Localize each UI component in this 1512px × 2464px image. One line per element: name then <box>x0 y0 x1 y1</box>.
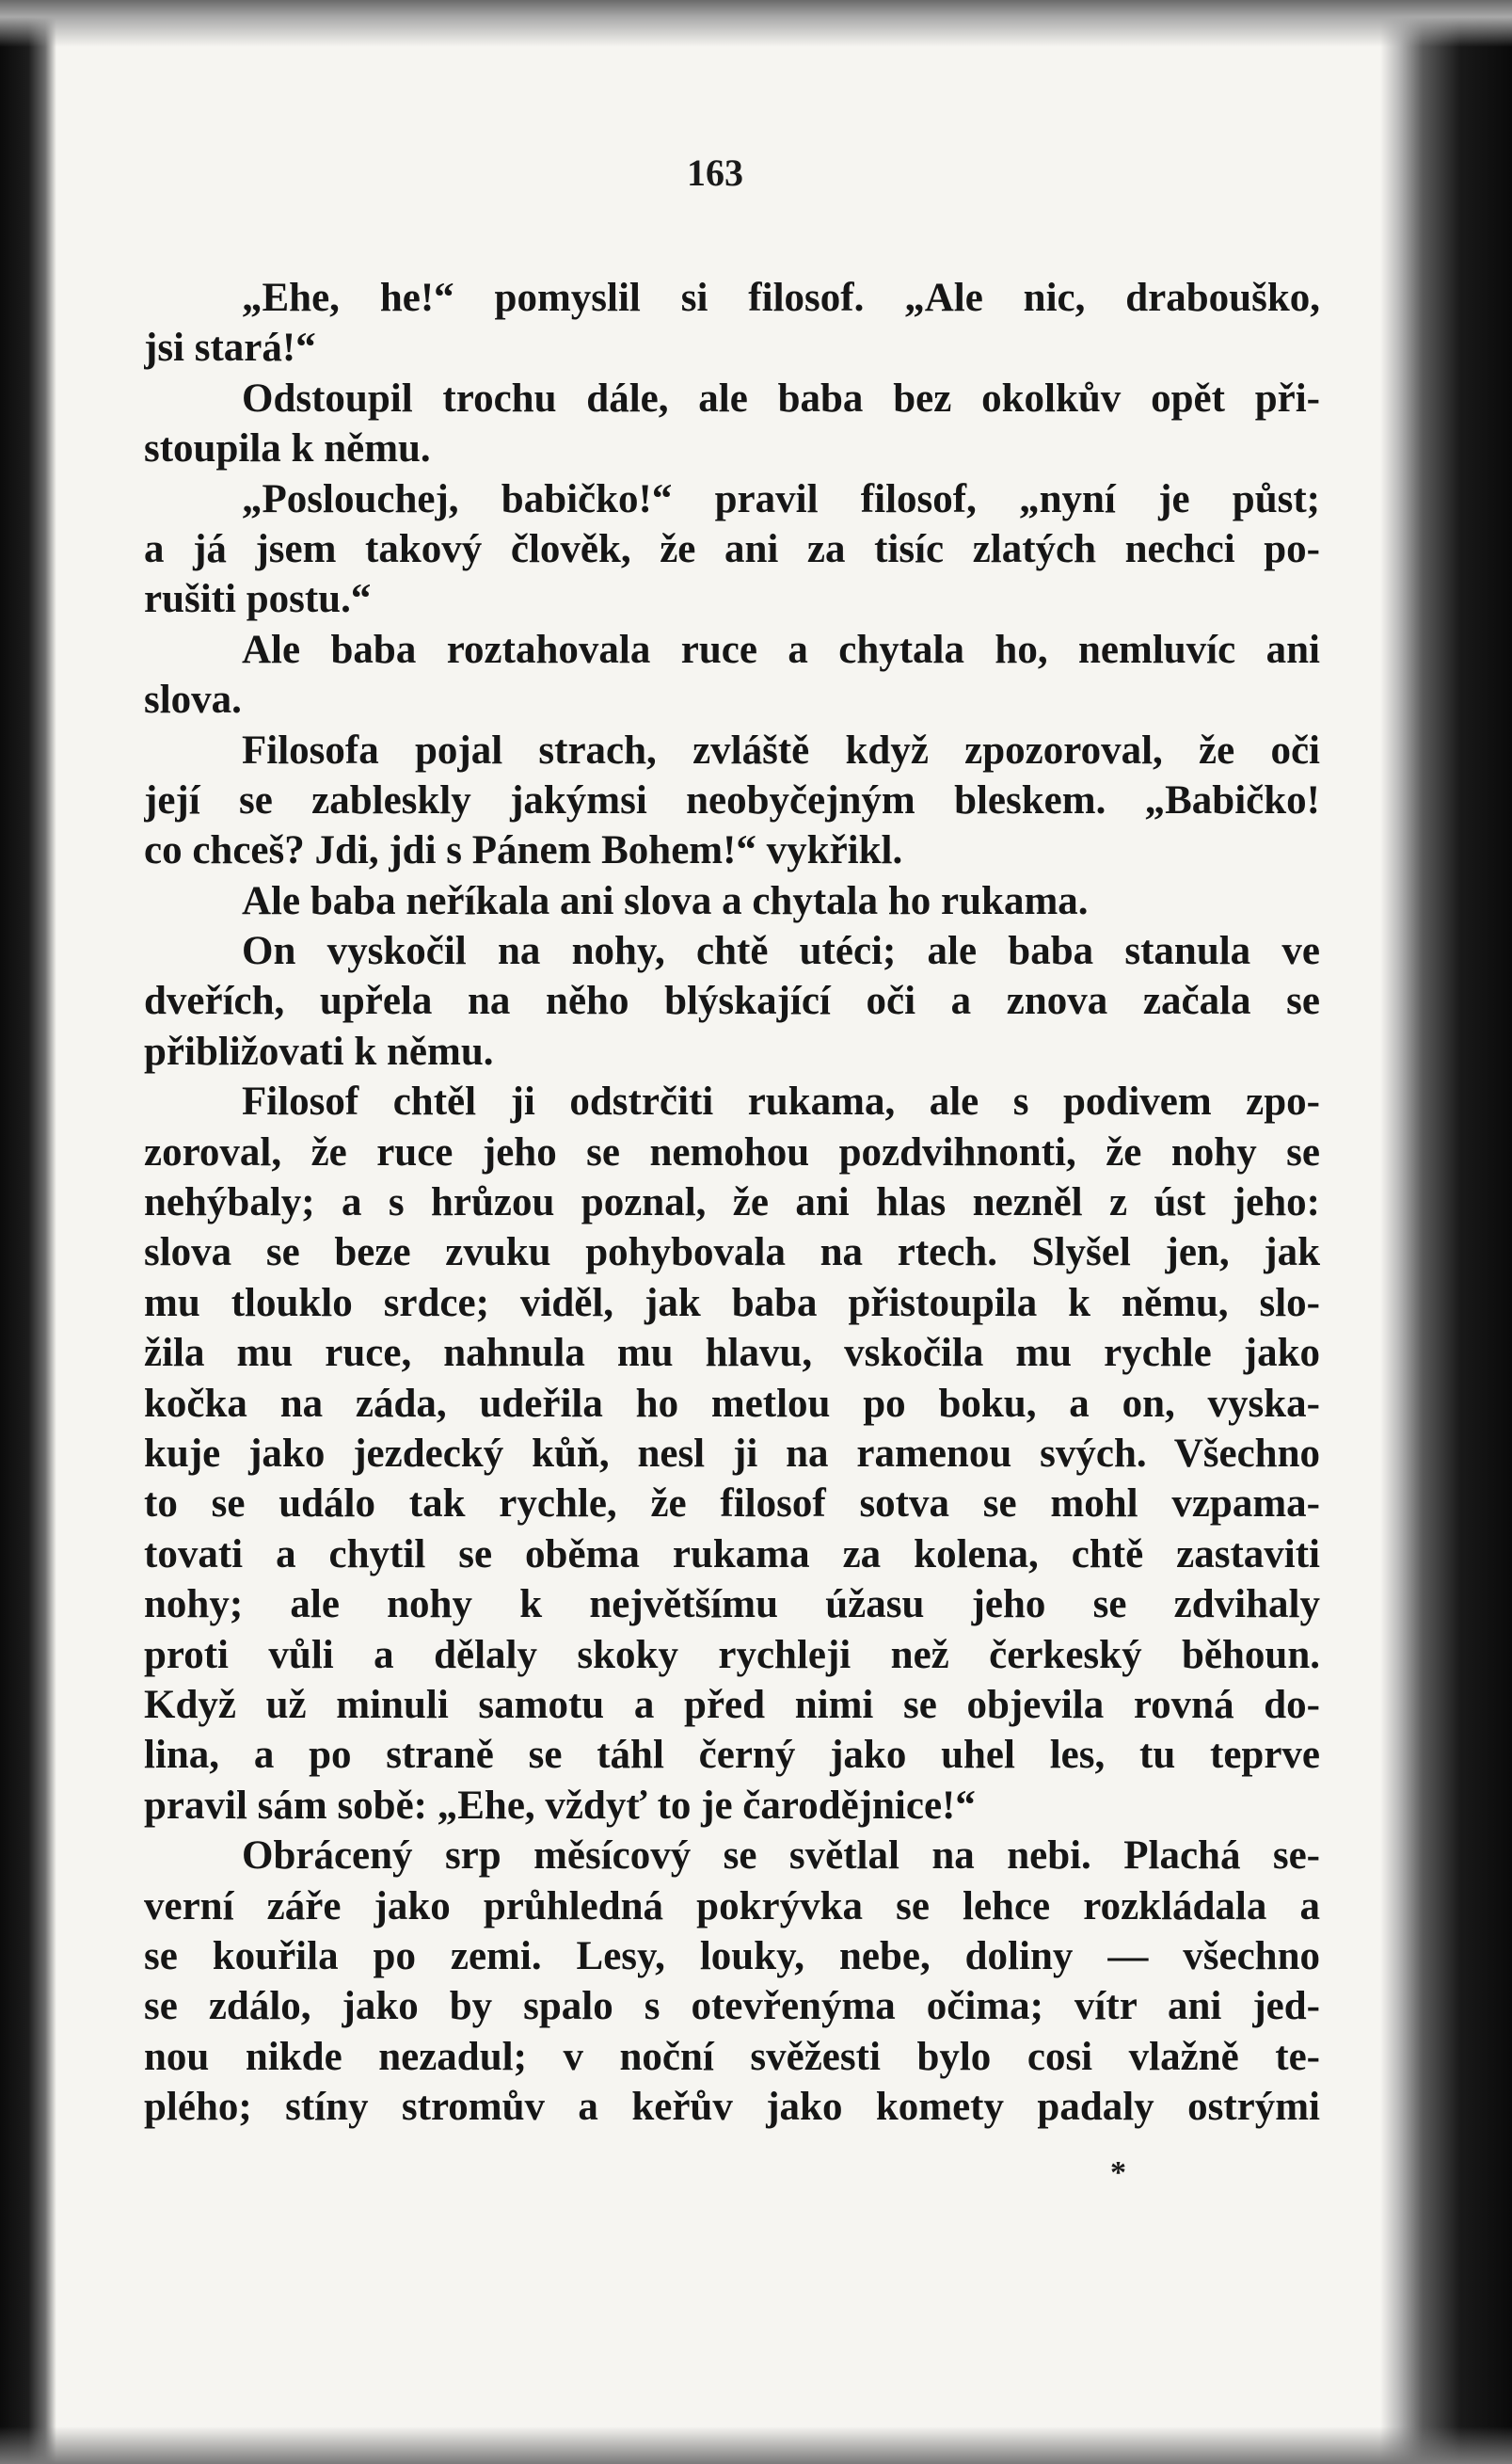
text-line: Obrácený srp měsícový se světlal na nebi. Plachá se- <box>242 1833 1320 1879</box>
text-line: jsi stará!“ <box>144 326 316 371</box>
text-line: slova se beze zvuku pohybovala na rtech. Slyšel jen, jak <box>144 1230 1320 1275</box>
text-line: nohy; ale nohy k největšímu úžasu jeho se zdvihaly <box>144 1582 1320 1627</box>
text-line: a já jsem takový člověk, že ani za tisíc zlatých nechci po- <box>144 526 1320 571</box>
scan-edge-right <box>1380 0 1512 2464</box>
text-line: kuje jako jezdecký kůň, nesl ji na ramenou svých. Všechno <box>144 1431 1320 1476</box>
text-line: Filosofa pojal strach, zvláště když zpozoroval, že oči <box>242 728 1320 773</box>
text-line: stoupila k němu. <box>144 426 431 472</box>
text-line: tovati a chytil se oběma rukama za kolena, chtě zastaviti <box>144 1531 1320 1576</box>
text-line: On vyskočil na nohy, chtě utéci; ale baba stanula ve <box>242 929 1320 974</box>
text-line: to se událo tak rychle, že filosof sotva se mohl vzpama- <box>144 1481 1320 1527</box>
text-line: kočka na záda, udeřila ho metlou po boku, a on, vyska- <box>144 1381 1320 1426</box>
text-line: co chceš? Jdi, jdi s Pánem Bohem!“ vykřikl. <box>144 828 903 873</box>
text-line: rušiti postu.“ <box>144 577 372 622</box>
text-line: nou nikde nezadul; v noční svěžesti bylo cosi vlažně te- <box>144 2034 1320 2079</box>
scan-edge-top <box>0 0 1512 47</box>
text-line: verní záře jako průhledná pokrývka se lehce rozkládala a <box>144 1883 1320 1928</box>
page-number: 163 <box>687 152 743 194</box>
text-line: její se zableskly jakýmsi neobyčejným bleskem. „Babičko! <box>144 777 1320 823</box>
text-line: lina, a po straně se táhl černý jako uhel les, tu teprve <box>144 1733 1320 1778</box>
text-line: Filosof chtěl ji odstrčiti rukama, ale s podivem zpo- <box>242 1080 1320 1125</box>
text-line: „Poslouchej, babičko!“ pravil filosof, „nyní je půst; <box>242 476 1320 521</box>
text-line: mu tlouklo srdce; viděl, jak baba přistoupila k němu, slo- <box>144 1280 1320 1325</box>
text-line: se kouřila po zemi. Lesy, louky, nebe, doliny — všechno <box>144 1933 1320 1978</box>
text-line: zoroval, že ruce jeho se nemohou pozdvihnonti, že nohy se <box>144 1129 1320 1175</box>
text-line: pravil sám sobě: „Ehe, vždyť to je čarodějnice!“ <box>144 1783 976 1828</box>
signature-mark: * <box>1110 2155 1126 2190</box>
text-line: Odstoupil trochu dále, ale baba bez okolkův opět při- <box>242 376 1320 421</box>
text-line: dveřích, upřela na něho blýskající oči a znova začala se <box>144 979 1320 1024</box>
text-line: plého; stíny stromův a keřův jako komety padaly ostrými <box>144 2085 1320 2130</box>
text-line: Když už minuli samotu a před nimi se objevila rovná do- <box>144 1682 1320 1727</box>
text-line: přibližovati k němu. <box>144 1029 494 1074</box>
text-line: žila mu ruce, nahnula mu hlavu, vskočila mu rychle jako <box>144 1331 1320 1376</box>
text-line: slova. <box>144 678 242 723</box>
text-line: nehýbaly; a s hrůzou poznal, že ani hlas nezněl z úst jeho: <box>144 1180 1320 1225</box>
scan-edge-left <box>0 0 56 2464</box>
text-line: se zdálo, jako by spalo s otevřenýma očima; vítr ani jed- <box>144 1984 1320 2029</box>
scan-edge-bottom <box>0 2426 1512 2464</box>
text-line: Ale baba neříkala ani slova a chytala ho rukama. <box>242 878 1089 923</box>
text-line: „Ehe, he!“ pomyslil si filosof. „Ale nic, drabouško, <box>242 276 1320 320</box>
text-line: Ale baba roztahovala ruce a chytala ho, nemluvíc ani <box>242 627 1320 672</box>
text-line: proti vůli a dělaly skoky rychleji než čerkeský běhoun. <box>144 1632 1320 1677</box>
body-text <box>144 273 1320 2132</box>
